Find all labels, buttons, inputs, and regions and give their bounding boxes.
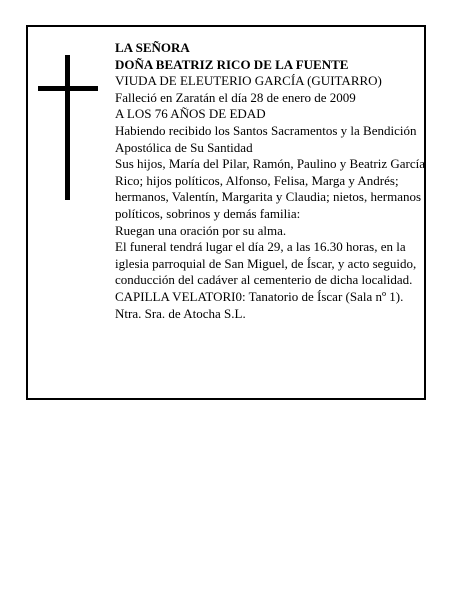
prayer-line: Ruegan una oración por su alma. (115, 222, 287, 238)
notice-text (115, 40, 425, 322)
cross-vertical-bar (65, 55, 70, 200)
notice-title: LA SEÑORA (115, 40, 190, 55)
funeral-home-line: Ntra. Sra. de Atocha S.L. (115, 305, 246, 321)
family-paragraph: Sus hijos, María del Pilar, Ramón, Paulino y Beatriz García Rico; hijos políticos, Alfonso, Felisa, Marga y Andrés; hermanos, Valentín, Margarita y Claudia; nietos, hermanos políticos, sobrinos y demás familia: (115, 156, 425, 221)
obituary-notice (26, 25, 426, 400)
cross-icon (38, 55, 98, 200)
sacraments-paragraph: Habiendo recibido los Santos Sacramentos y la Bendición Apostólica de Su Santidad (115, 122, 417, 155)
deceased-name: DOÑA BEATRIZ RICO DE LA FUENTE (115, 56, 349, 72)
age-line: A LOS 76 AÑOS DE EDAD (115, 106, 266, 122)
cross-horizontal-bar (38, 86, 98, 91)
chapel-line: CAPILLA VELATORI0: Tanatorio de Íscar (Sala nº 1). (115, 288, 404, 304)
widow-of-line: VIUDA DE ELEUTERIO GARCÍA (GUITARRO) (115, 73, 382, 89)
funeral-paragraph: El funeral tendrá lugar el día 29, a las 16.30 horas, en la iglesia parroquial de San Miguel, de Íscar, y acto seguido, conducción del cadáver al cementerio de dicha localidad. (115, 239, 417, 288)
death-line: Falleció en Zaratán el día 28 de enero de 2009 (115, 89, 356, 105)
